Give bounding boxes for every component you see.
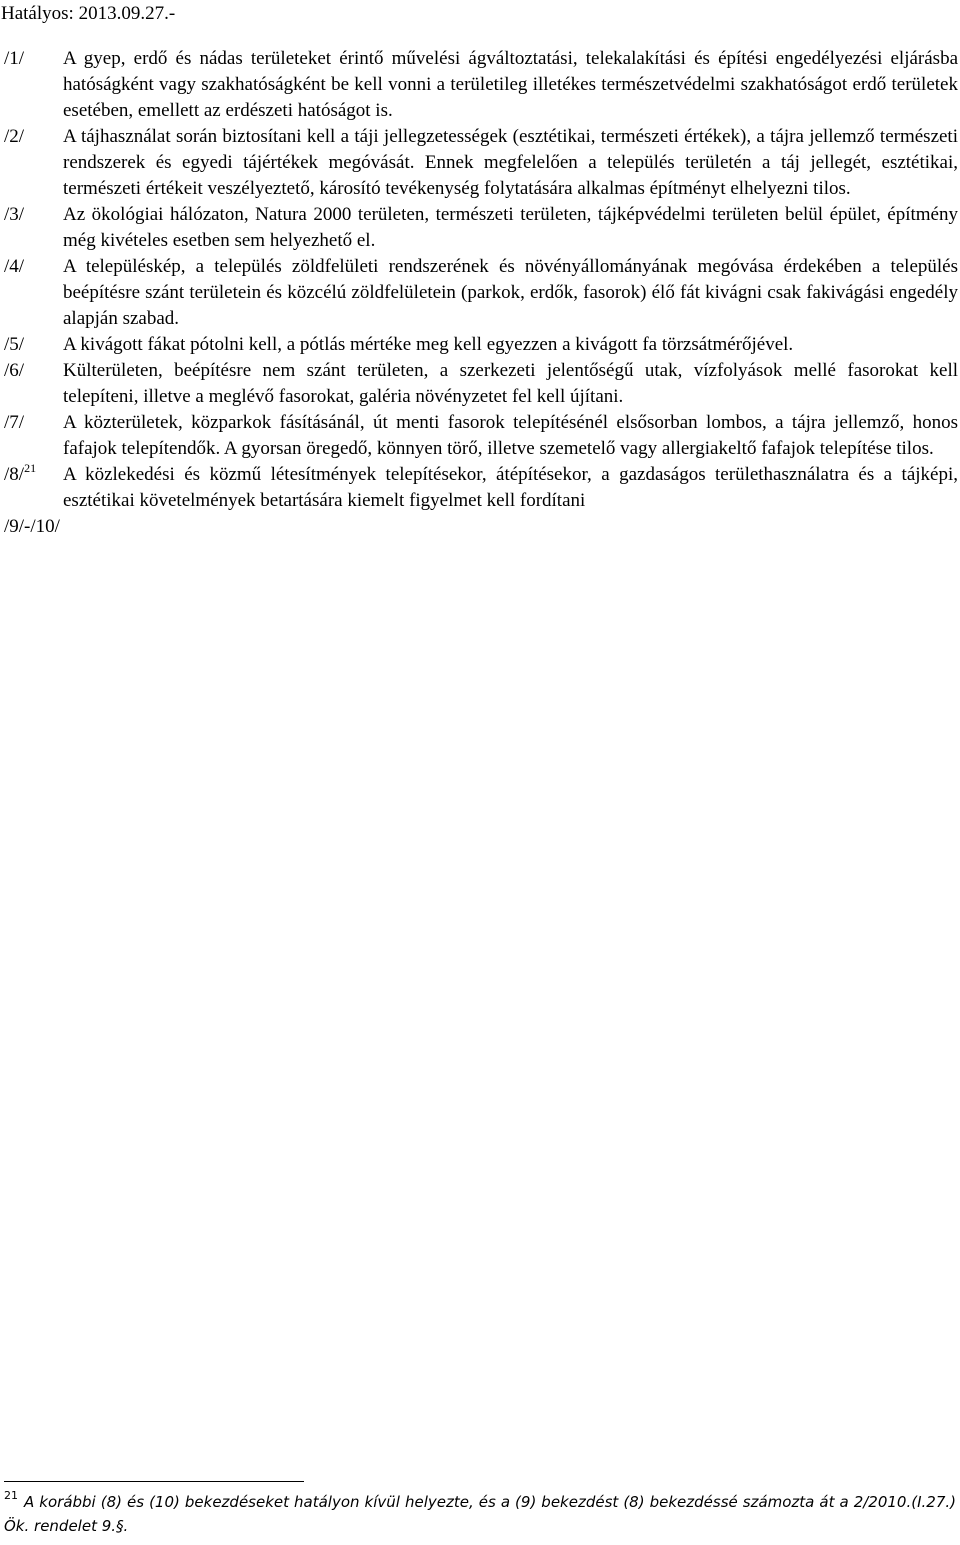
paragraph-5 (0, 332, 958, 358)
regulation-body (0, 46, 958, 540)
paragraph-text: A tájhasználat során biztosítani kell a táji jellegzetességek (esztétikai, természeti értékek), a tájra jellemző természeti rendszerek és egyedi tájértékek megóvását. Ennek megfelelően a település területén a táj jellegét, esztétikai, természeti értékeit veszélyeztető, károsító tevékenység folytatására alkalmas építményt elhelyezni tilos. (63, 126, 958, 199)
footnote-separator (4, 1481, 304, 1482)
paragraph-3 (0, 202, 958, 254)
paragraph-label-with-note (0, 462, 63, 488)
footnote-text: A korábbi (8) és (10) bekezdéseket hatályon kívül helyezte, és a (9) bekezdést (8) bekezdéssé számozta át a 2/2010.(I.27.) Ök. rendelet 9.§. (4, 1493, 956, 1535)
paragraph-label: /8/ (4, 464, 25, 485)
paragraph-text: A kivágott fákat pótolni kell, a pótlás mértéke meg kell egyezzen a kivágott fa törzsátmérőjével. (63, 334, 794, 355)
paragraph-text: Külterületen, beépítésre nem szánt területen, a szerkezeti jelentőségű utak, vízfolyások mellé fasorokat kell telepíteni, illetve a meglévő fasorokat, galéria növényzetet fel kell újítani. (63, 360, 958, 407)
paragraph-6 (0, 358, 958, 410)
paragraph-2 (0, 124, 958, 202)
footnote-reference[interactable]: 21 (24, 461, 37, 475)
effective-date-header: Hatályos: 2013.09.27.- (1, 3, 176, 24)
paragraph-label: /6/ (4, 360, 25, 381)
paragraph-label: /7/ (4, 412, 25, 433)
footnote-number: 21 (4, 1489, 18, 1502)
footnote (4, 1490, 956, 1538)
paragraph-4 (0, 254, 958, 332)
paragraph-text: A településkép, a település zöldfelületi rendszerének és növényállományának megóvása érdekében a település beépítésre szánt területein és közcélú zöldfelületein (parkok, erdők, fasorok) élő fát kivágni csak fakivágási engedély alapján szabad. (63, 256, 958, 329)
paragraph-text: Az ökológiai hálózaton, Natura 2000 területen, természeti területen, tájképvédelmi területen belül épület, építmény még kivételes esetben sem helyezhető el. (63, 204, 958, 251)
paragraph-1 (0, 46, 958, 124)
paragraph-label: /5/ (4, 334, 25, 355)
paragraph-label: /2/ (4, 126, 25, 147)
paragraph-label: /3/ (4, 204, 25, 225)
repealed-range-label: /9/-/10/ (4, 516, 60, 537)
paragraph-7 (0, 410, 958, 462)
paragraph-label: /1/ (4, 48, 25, 69)
paragraph-text: A gyep, erdő és nádas területeket érintő művelési ágváltoztatási, telekalakítási és építési engedélyezési eljárásba hatóságként vagy szakhatóságként be kell vonni a területileg illetékes természetvédelmi szakhatóságot erdő területek esetében, emellett az erdészeti hatóságot is. (63, 48, 958, 121)
paragraph-text: A közlekedési és közmű létesítmények telepítésekor, átépítésekor, a gazdaságos területhasználatra és a tájképi, esztétikai követelmények betartására kiemelt figyelmet kell fordítani (63, 464, 958, 511)
paragraph-label: /4/ (4, 256, 25, 277)
paragraph-8 (0, 462, 958, 514)
paragraph-text: A közterületek, közparkok fásításánál, út menti fasorok telepítésénél elsősorban lombos, a tájra jellemző, honos fafajok telepítendők. A gyorsan öregedő, könnyen törő, illetve szemetelő vagy allergiakeltő fafajok telepítése tilos. (63, 412, 958, 459)
